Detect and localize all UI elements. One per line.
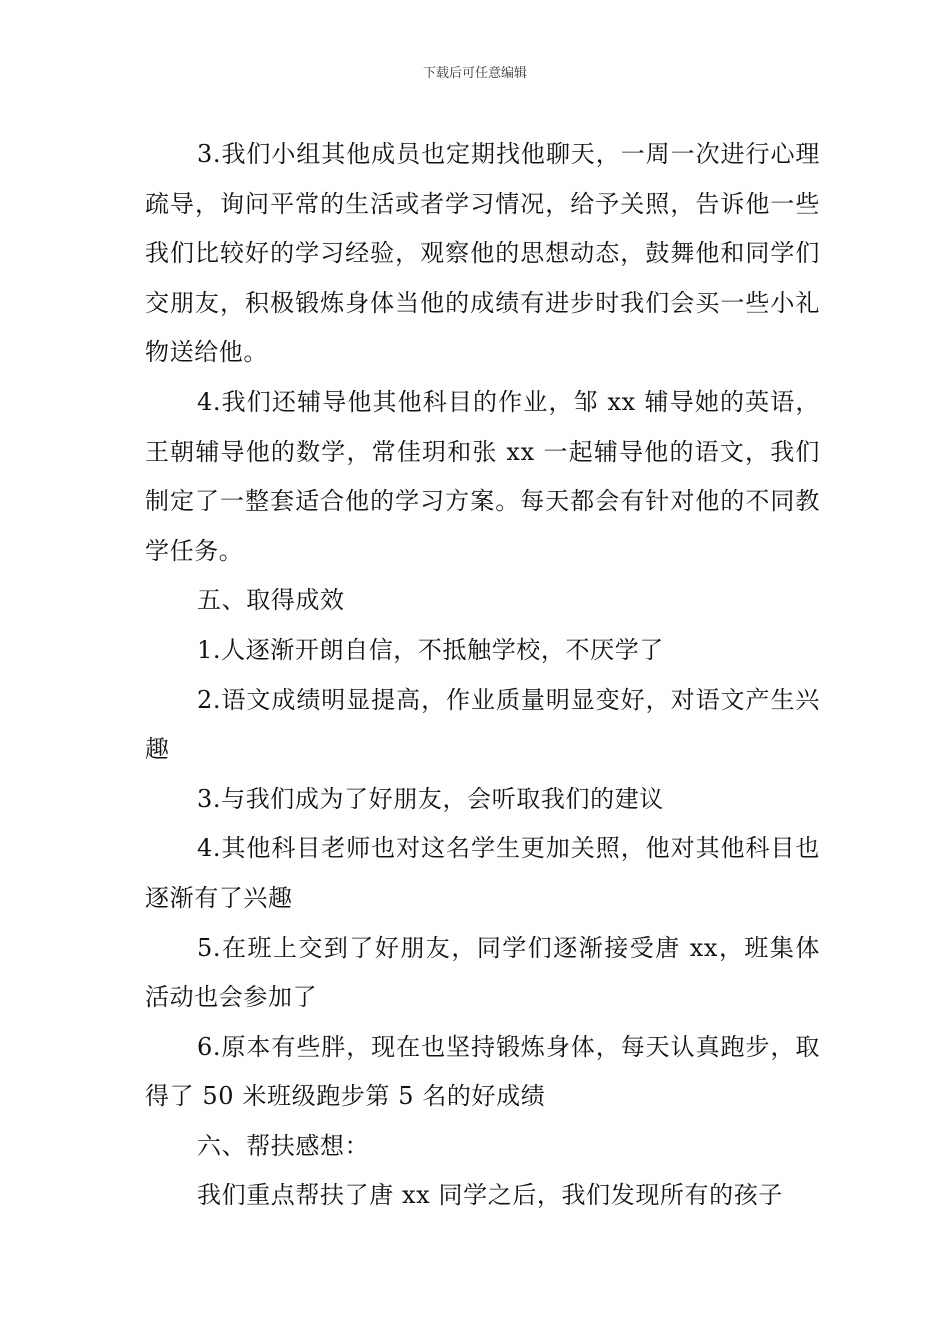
result-item-2: 2.语文成绩明显提高，作业质量明显变好，对语文产生兴趣	[145, 685, 820, 764]
document-body	[145, 130, 820, 1221]
reflection-paragraph: 我们重点帮扶了唐 xx 同学之后，我们发现所有的孩子	[197, 1181, 783, 1210]
paragraph-item-4-tutoring: 4.我们还辅导他其他科目的作业，邹 xx 辅导她的英语，王朝辅导他的数学，常佳玥和张 xx 一起辅导他的语文，我们制定了一整套适合他的学习方案。每天都会有针对他的不同教学任务。	[145, 387, 820, 565]
result-item-5: 5.在班上交到了好朋友，同学们逐渐接受唐 xx，班集体活动也会参加了	[145, 933, 820, 1012]
section-heading-reflections: 六、帮扶感想：	[197, 1131, 370, 1160]
paragraph-item-3-counseling: 3.我们小组其他成员也定期找他聊天，一周一次进行心理疏导，询问平常的生活或者学习情况，给予关照，告诉他一些我们比较好的学习经验，观察他的思想动态，鼓舞他和同学们交朋友，积极锻炼身体当他的成绩有进步时我们会买一些小礼物送给他。	[145, 140, 820, 367]
result-item-4: 4.其他科目老师也对这名学生更加关照，他对其他科目也逐渐有了兴趣	[145, 834, 820, 912]
section-heading-results: 五、取得成效	[197, 586, 345, 615]
result-item-6: 6.原本有些胖，现在也坚持锻炼身体，每天认真跑步，取得了 50 米班级跑步第 5 名的好成绩	[145, 1032, 820, 1111]
result-item-3: 3.与我们成为了好朋友，会听取我们的建议	[197, 784, 664, 813]
result-item-1: 1.人逐渐开朗自信，不抵触学校，不厌学了	[197, 635, 664, 664]
page-header-note: 下载后可任意编辑	[422, 66, 527, 81]
